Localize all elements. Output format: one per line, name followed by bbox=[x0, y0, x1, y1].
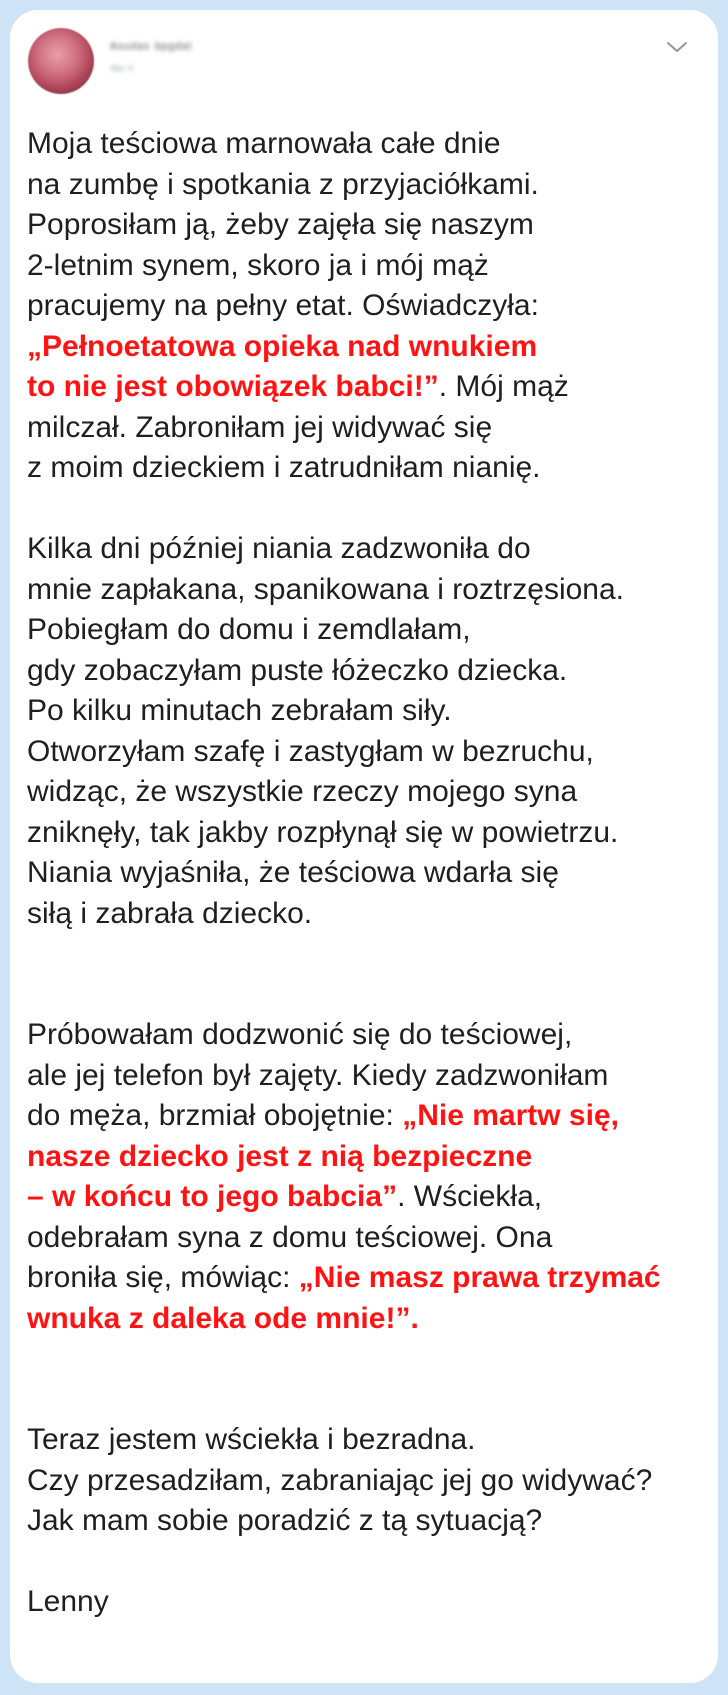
paragraph-gap bbox=[27, 1380, 707, 1421]
post-line: odebrałam syna z domu teściowej. Ona bbox=[27, 1220, 553, 1254]
quote-fragment: to nie jest obowiązek babci!” bbox=[27, 370, 439, 403]
post-line: Niania wyjaśniła, że teściowa wdarła się bbox=[27, 856, 559, 889]
post-line: Otworzyłam szafę i zastygłam w bezruchu, bbox=[27, 734, 594, 768]
paragraph-gap bbox=[27, 1542, 707, 1583]
post-line: pracujemy na pełny etat. Oświadczyła: bbox=[27, 289, 539, 322]
post-fragment: . Mój mąż bbox=[438, 370, 569, 403]
post-line: ale jej telefon był zajęty. Kiedy zadzwoniłam bbox=[27, 1058, 609, 1092]
author-name[interactable]: ᴬˢᵘᵈᵃˢ ᵇᵖᵍᵈᵃᵗ bbox=[110, 40, 193, 57]
post-line: z moim dzieckiem i zatrudniłam nianię. bbox=[27, 451, 541, 484]
paragraph-gap bbox=[27, 975, 707, 1016]
post-line: Kilka dni później niania zadzwoniła do bbox=[27, 532, 531, 565]
chevron-down-icon[interactable] bbox=[666, 40, 688, 54]
paragraph-gap bbox=[27, 934, 707, 975]
paragraph-gap bbox=[27, 1339, 707, 1380]
post-line: Czy przesadziłam, zabraniając jej go widywać? bbox=[27, 1463, 653, 1497]
post-line: na zumbę i spotkania z przyjaciółkami. bbox=[27, 167, 539, 201]
post-line: Moja teściowa marnowała całe dnie bbox=[27, 127, 501, 160]
post-line: gdy zobaczyłam puste łóżeczko dziecka. bbox=[27, 653, 568, 687]
post-card bbox=[10, 10, 718, 1683]
quote-fragment: „Nie masz prawa trzymać bbox=[298, 1261, 661, 1294]
post-line bbox=[27, 1096, 707, 1137]
post-line: 2-letnim synem, skoro ja i mój mąż bbox=[27, 248, 489, 282]
post-fragment: . Wściekła, bbox=[397, 1180, 543, 1213]
post-line: zniknęły, tak jakby rozpłynął się w powietrzu. bbox=[27, 815, 619, 849]
signature: Lenny bbox=[27, 1585, 109, 1618]
avatar[interactable] bbox=[28, 28, 94, 94]
paragraph-gap bbox=[27, 489, 707, 530]
post-line bbox=[27, 367, 707, 408]
author-handle[interactable]: ᵈᵃᵘ ʰ bbox=[110, 62, 134, 77]
post-line bbox=[27, 1177, 707, 1218]
post-line: Teraz jestem wściekła i bezradna. bbox=[27, 1423, 476, 1456]
post-fragment: do męża, brzmiał obojętnie: bbox=[27, 1099, 403, 1132]
post-line bbox=[27, 1258, 707, 1299]
post-line: mnie zapłakana, spanikowana i roztrzęsiona. bbox=[27, 572, 624, 606]
quote-fragment: – w końcu to jego babcia” bbox=[27, 1180, 398, 1213]
quote-fragment: „Nie martw się, bbox=[402, 1099, 619, 1132]
quote-line: nasze dziecko jest z nią bezpieczne bbox=[27, 1139, 533, 1173]
post-line: Próbowałam dodzwonić się do teściowej, bbox=[27, 1018, 573, 1051]
post-line: widząc, że wszystkie rzeczy mojego syna bbox=[27, 775, 578, 808]
post-line: Po kilku minutach zebrałam siły. bbox=[27, 694, 452, 727]
post-line: Poprosiłam ją, żeby zajęła się naszym bbox=[27, 208, 534, 241]
post-line: Pobiegłam do domu i zemdlałam, bbox=[27, 613, 471, 646]
post-line: siłą i zabrała dziecko. bbox=[27, 896, 313, 930]
quote-line: wnuka z daleka ode mnie!”. bbox=[27, 1301, 419, 1335]
quote-line: „Pełnoetatowa opieka nad wnukiem bbox=[27, 329, 538, 363]
post-line: Jak mam sobie poradzić z tą sytuacją? bbox=[27, 1504, 543, 1537]
post-line: milczał. Zabroniłam jej widywać się bbox=[27, 410, 493, 444]
post-text bbox=[27, 124, 707, 1623]
post-fragment: broniła się, mówiąc: bbox=[27, 1261, 299, 1294]
